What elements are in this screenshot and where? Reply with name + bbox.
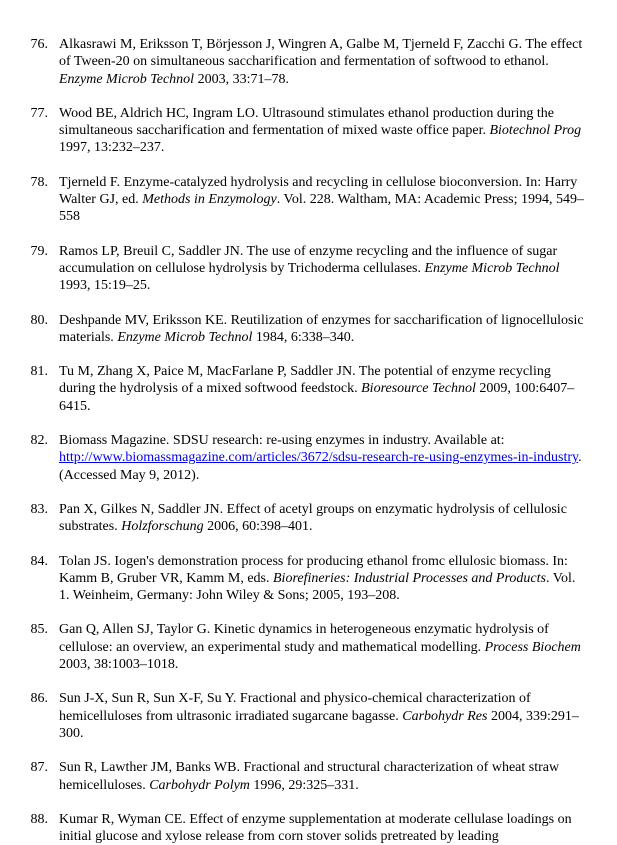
reference-item	[0, 243, 617, 295]
reference-text	[59, 312, 589, 347]
journal-title: Holzforschung	[121, 519, 204, 535]
reference-number: 80.	[30, 312, 48, 328]
reference-segment: 2009, 100:6407–6415.	[59, 381, 575, 414]
reference-number: 87.	[30, 760, 48, 776]
reference-number: 83.	[30, 501, 48, 517]
reference-segment: Sun J-X, Sun R, Sun X-F, Su Y. Fractional and physico-chemical characterization of hemicelluloses from ultrasonic irradiated sugarcane bagasse.	[59, 691, 531, 724]
journal-title: Enzyme Microb Technol	[424, 260, 560, 276]
reference-text	[59, 811, 589, 845]
reference-segment: Deshpande MV, Eriksson KE. Reutilization of enzymes for saccharification of lignocellulosic materials.	[59, 312, 584, 345]
reference-segment: 1993, 15:19–25.	[59, 278, 151, 294]
reference-text	[59, 621, 589, 673]
reference-item	[0, 553, 617, 605]
reference-segment: 2003, 38:1003–1018.	[59, 657, 179, 673]
reference-item	[0, 690, 617, 742]
reference-number: 79.	[30, 243, 48, 259]
reference-segment: Wood BE, Aldrich HC, Ingram LO. Ultrasound stimulates ethanol production during the simultaneous saccharification and fermentation of mixed waste office paper.	[59, 105, 555, 139]
reference-segment: 1996, 29:325–331.	[249, 777, 359, 793]
reference-number: 77.	[30, 105, 48, 121]
journal-title: Enzyme Microb Technol	[59, 71, 195, 87]
reference-segment: 2003, 33:71–78.	[194, 71, 289, 87]
reference-number: 76.	[30, 37, 48, 52]
reference-number: 78.	[30, 174, 48, 190]
reference-item	[0, 621, 617, 673]
reference-item	[0, 501, 617, 536]
reference-segment: 2006, 60:398–401.	[203, 519, 313, 535]
journal-title: Methods in Enzymology	[142, 192, 277, 208]
reference-segment: 1997, 13:232–237.	[59, 140, 165, 156]
reference-segment: . Vol. 1. Weinheim, Germany: John Wiley & Sons; 2005, 193–208.	[59, 570, 576, 604]
reference-item	[0, 811, 617, 845]
reference-text	[59, 174, 589, 226]
reference-item	[0, 36, 617, 88]
reference-item	[0, 363, 617, 415]
journal-title: Carbohydr Polym	[149, 777, 250, 793]
reference-segment: Sun R, Lawther JM, Banks WB. Fractional and structural characterization of wheat straw hemicelluloses.	[59, 760, 560, 793]
reference-number: 84.	[30, 553, 48, 569]
reference-text	[59, 105, 589, 157]
journal-title: Biorefineries: Industrial Processes and Products	[273, 570, 546, 586]
reference-segment: . (Accessed May 9, 2012).	[59, 450, 582, 483]
reference-text	[59, 690, 589, 742]
reference-segment: Pan X, Gilkes N, Saddler JN. Effect of acetyl groups on enzymatic hydrolysis of cellulosic substrates.	[59, 501, 567, 535]
reference-text	[59, 759, 589, 794]
reference-link[interactable]: http://www.biomassmagazine.com/articles/3672/sdsu-research-re-using-enzymes-in-industry	[59, 450, 579, 466]
reference-text	[59, 501, 589, 536]
reference-number: 82.	[30, 433, 48, 449]
journal-title: Enzyme Microb Technol	[117, 329, 253, 345]
journal-title: Carbohydr Res	[402, 708, 488, 724]
reference-item	[0, 174, 617, 226]
reference-item	[0, 759, 617, 794]
reference-number: 86.	[30, 691, 48, 707]
reference-number: 88.	[30, 811, 48, 827]
reference-segment: . Vol. 228. Waltham, MA: Academic Press; 1994, 549–558	[59, 192, 585, 225]
journal-title: Biotechnol Prog	[489, 123, 582, 139]
reference-text	[59, 243, 589, 295]
journal-title: Bioresource Technol	[361, 381, 476, 397]
reference-segment: Kumar R, Wyman CE. Effect of enzyme supplementation at moderate cellulase loadings on initial glucose and xylose release from corn stover solids pretreated by leading	[59, 811, 572, 845]
reference-segment: Ramos LP, Breuil C, Saddler JN. The use of enzyme recycling and the influence of sugar accumulation on cellulose hydrolysis by Trichoderma cellulases.	[59, 243, 558, 276]
reference-segment: Tolan JS. Iogen's demonstration process for producing ethanol fromc ellulosic biomass. In: Kamm B, Gruber VR, Kamm M, eds.	[59, 553, 568, 586]
reference-segment: Tjerneld F. Enzyme-catalyzed hydrolysis and recycling in cellulose bioconversion. In: Harry Walter GJ, ed.	[59, 174, 578, 208]
journal-title: Process Biochem	[484, 639, 581, 655]
reference-segment: Alkasrawi M, Eriksson T, Börjesson J, Wingren A, Galbe M, Tjerneld F, Zacchi G. The effect of Tween-20 on simultaneous saccharification and fermentation of softwood to ethanol.	[59, 37, 583, 70]
reference-segment: Biomass Magazine. SDSU research: re-using enzymes in industry. Available at:	[59, 433, 505, 449]
reference-text	[59, 363, 589, 415]
reference-number: 85.	[30, 622, 48, 638]
reference-segment: Tu M, Zhang X, Paice M, MacFarlane P, Saddler JN. The potential of enzyme recycling during the hydrolysis of a mixed softwood feedstock.	[59, 364, 551, 397]
reference-segment: 1984, 6:338–340.	[252, 329, 355, 345]
reference-segment: Gan Q, Allen SJ, Taylor G. Kinetic dynamics in heterogeneous enzymatic hydrolysis of cellulose: an overview, an experimental study and mathematical modelling.	[59, 622, 549, 655]
reference-item	[0, 432, 617, 484]
reference-item	[0, 105, 617, 157]
reference-text	[59, 553, 589, 605]
reference-number: 81.	[30, 364, 48, 380]
reference-text	[59, 36, 589, 88]
reference-segment: 2004, 339:291–300.	[59, 708, 579, 741]
reference-list	[0, 36, 617, 845]
reference-item	[0, 312, 617, 347]
reference-text	[59, 432, 589, 484]
